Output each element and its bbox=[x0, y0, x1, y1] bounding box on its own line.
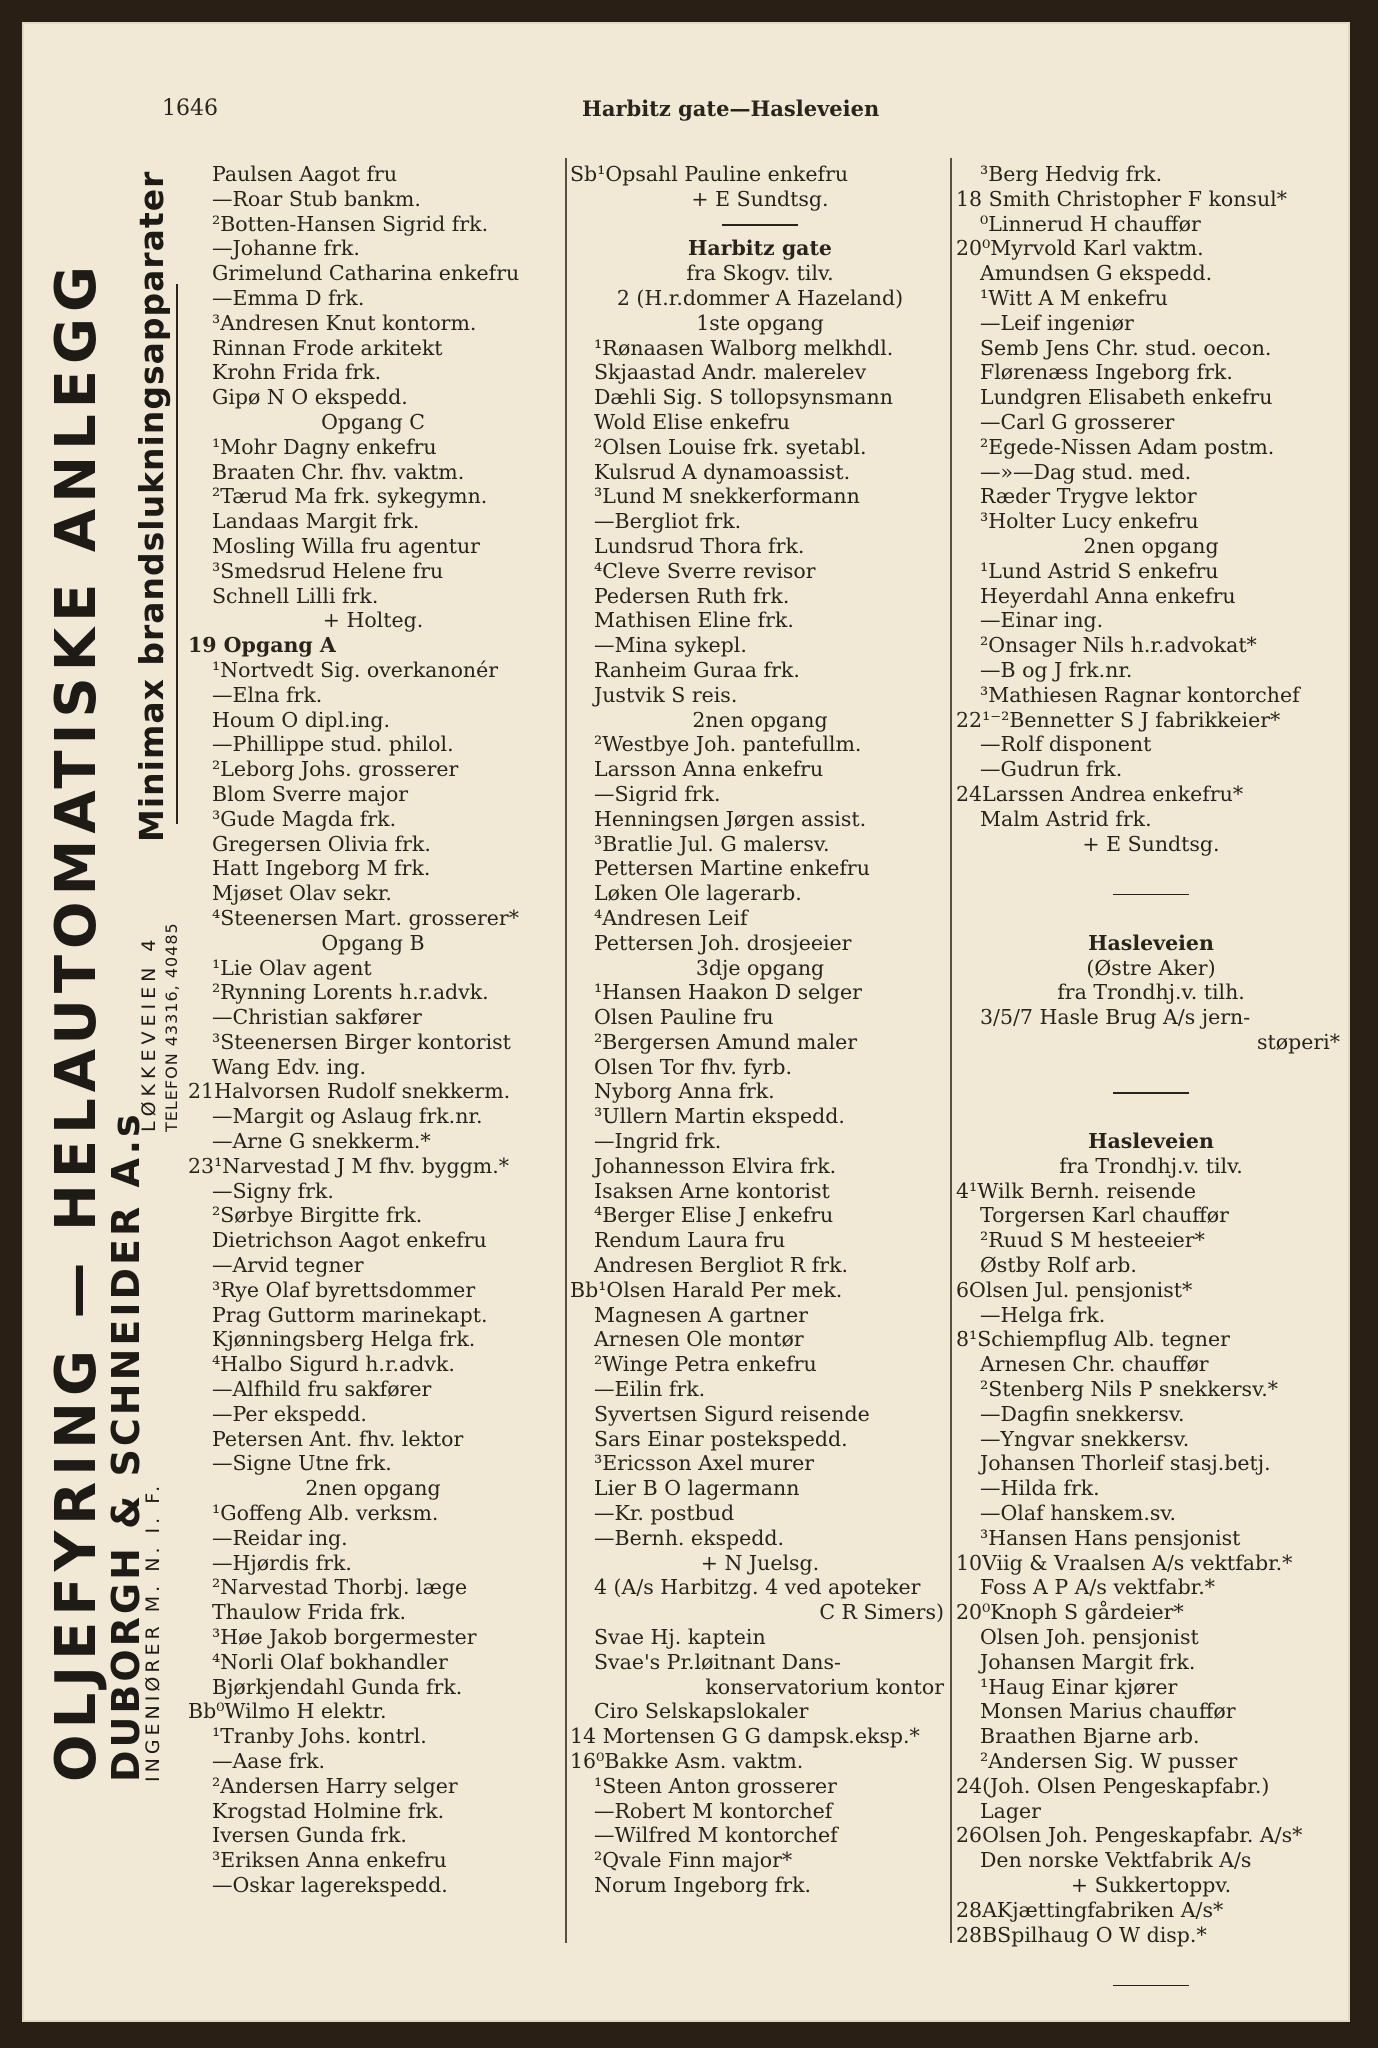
listing-line: —Helga frk. bbox=[980, 1302, 1106, 1327]
listing-line: Petersen Ant. fhv. lektor bbox=[212, 1426, 464, 1451]
listing-line: Pedersen Ruth frk. bbox=[594, 583, 790, 608]
listing-line: ²Ruud S M hesteeier* bbox=[980, 1228, 1205, 1253]
listing-line: Houm O dipl.ing. bbox=[212, 707, 390, 732]
listing-line: Andresen Bergliot R frk. bbox=[594, 1253, 849, 1278]
listing-line: ²Tærud Ma frk. sykegymn. bbox=[212, 484, 488, 509]
listing-line: Nyborg Anna frk. bbox=[594, 1079, 775, 1104]
listing-line: 2 (H.r.dommer A Hazeland) bbox=[616, 285, 904, 310]
column-divider bbox=[565, 158, 567, 1943]
listing-line: Larsson Anna enkefru bbox=[594, 757, 824, 782]
listing-line: ¹Goffeng Alb. verksm. bbox=[212, 1501, 439, 1526]
listing-line: 10Viig & Vraalsen A/s vektfabr.* bbox=[956, 1550, 1293, 1575]
listing-line: Torgersen Karl chauffør bbox=[980, 1203, 1229, 1228]
ad-address: LØKKEVEIEN 4 bbox=[138, 934, 160, 1132]
listing-line: ²Sørbye Birgitte frk. bbox=[212, 1203, 423, 1228]
listing-line: 8¹Schiempflug Alb. tegner bbox=[956, 1327, 1230, 1352]
listing-line: Lundsrud Thora frk. bbox=[594, 533, 805, 558]
listing-line: —Dagfin snekkersv. bbox=[980, 1401, 1185, 1426]
listing-line: Norum Ingeborg frk. bbox=[594, 1872, 812, 1897]
blank-line bbox=[956, 1104, 1346, 1129]
listing-line: Svae Hj. kaptein bbox=[594, 1625, 766, 1650]
listing-line: 16⁰Bakke Asm. vaktm. bbox=[570, 1749, 804, 1773]
listing-line: —Phillippe stud. philol. bbox=[212, 732, 454, 757]
listing-line: Dietrichson Aagot enkefru bbox=[212, 1228, 487, 1253]
listing-line: —Aase frk. bbox=[212, 1749, 326, 1773]
listing-line: —Hjørdis frk. bbox=[212, 1550, 352, 1575]
column-divider bbox=[950, 158, 952, 1943]
listing-line: —Ingrid frk. bbox=[594, 1129, 722, 1154]
ad-company-name: DUBORGH & SCHNEIDER A.s bbox=[104, 1111, 148, 1782]
listing-line: 19 Opgang A bbox=[188, 633, 336, 658]
listing-line: Malm Astrid frk. bbox=[980, 806, 1152, 831]
listing-line: Skjaastad Andr. malerelev bbox=[594, 360, 867, 385]
ad-engineers: INGENIØRER M. N. I. F. bbox=[142, 1481, 164, 1782]
listing-line: Mosling Willa fru agentur bbox=[212, 533, 480, 558]
listing-line: ³Holter Lucy enkefru bbox=[980, 509, 1199, 534]
blank-line bbox=[956, 856, 1346, 881]
listing-line: Pettersen Martine enkefru bbox=[594, 856, 870, 881]
listing-line: 21Halvorsen Rudolf snekkerm. bbox=[188, 1079, 511, 1104]
listing-line: 3/5/7 Hasle Brug A/s jern- bbox=[980, 1005, 1251, 1030]
listing-line: —Kr. postbud bbox=[594, 1501, 735, 1526]
listing-line: ³Smedsrud Helene fru bbox=[212, 558, 444, 583]
listing-line: ²Andersen Sig. W pusser bbox=[980, 1749, 1238, 1773]
listing-line: ¹Tranby Johs. kontrl. bbox=[212, 1724, 427, 1749]
listing-line: ¹Hansen Haakon D selger bbox=[594, 980, 862, 1005]
listing-line: 1ste opgang bbox=[696, 310, 824, 335]
listing-line: Magnesen A gartner bbox=[594, 1302, 808, 1327]
section-divider bbox=[956, 1079, 1346, 1104]
listing-line: Ræder Trygve lektor bbox=[980, 484, 1197, 509]
listing-line: 3dje opgang bbox=[695, 955, 825, 980]
directory-page bbox=[22, 22, 1350, 2022]
listing-line: Pettersen Joh. drosjeeier bbox=[594, 930, 852, 955]
listing-line: Gipø N O ekspedd. bbox=[212, 385, 408, 410]
listing-line: + Holteg. bbox=[322, 608, 424, 633]
listing-line: 24(Joh. Olsen Pengeskapfabr.) bbox=[956, 1773, 1270, 1798]
listing-line: ³Andresen Knut kontorm. bbox=[212, 310, 477, 335]
listing-line: Braaten Chr. fhv. vaktm. bbox=[212, 459, 465, 484]
listing-line: Sb¹Opsahl Pauline enkefru bbox=[570, 162, 849, 186]
listing-line: —Signy frk. bbox=[212, 1178, 334, 1203]
listing-line: —Signe Utne frk. bbox=[212, 1451, 392, 1476]
listing-line: Henningsen Jørgen assist. bbox=[594, 806, 867, 831]
listing-line: ²Westbye Joh. pantefullm. bbox=[594, 732, 862, 757]
listing-line: ²Winge Petra enkefru bbox=[594, 1352, 817, 1377]
page-number: 1646 bbox=[162, 96, 218, 121]
listing-line: ²Bergersen Amund maler bbox=[594, 1029, 858, 1054]
listing-line: Ciro Selskapslokaler bbox=[594, 1699, 809, 1724]
listing-line: Den norske Vektfabrik A/s bbox=[980, 1848, 1252, 1873]
listing-line: + Sukkertoppv. bbox=[1070, 1872, 1232, 1897]
listing-line: (Østre Aker) bbox=[1086, 955, 1216, 980]
listing-column-1 bbox=[188, 162, 558, 1898]
listing-line: —Olaf hanskem.sv. bbox=[980, 1501, 1177, 1526]
listing-line: —B og J frk.nr. bbox=[980, 657, 1133, 682]
listing-line: ⁴Norli Olaf bokhandler bbox=[212, 1649, 448, 1674]
listing-line: ³Rye Olaf byrettsdommer bbox=[212, 1277, 476, 1302]
listing-line: ³Ericsson Axel murer bbox=[594, 1451, 815, 1476]
section-divider bbox=[956, 881, 1346, 906]
listing-line: Opgang B bbox=[321, 930, 425, 955]
listing-line: Mjøset Olav sekr. bbox=[212, 881, 392, 906]
page-title: Harbitz gate—Hasleveien bbox=[582, 96, 880, 121]
listing-line: Arnesen Ole montør bbox=[594, 1327, 804, 1352]
listing-line: Arnesen Chr. chauffør bbox=[980, 1352, 1209, 1377]
listing-line: 2nen opgang bbox=[1083, 533, 1219, 558]
listing-line: fra Trondhj.v. tilh. bbox=[1057, 980, 1245, 1005]
listing-line: Blom Sverre major bbox=[212, 781, 409, 806]
listing-line: ⁴Halbo Sigurd h.r.advk. bbox=[212, 1352, 455, 1377]
listing-line: Bb¹Olsen Harald Per mek. bbox=[570, 1277, 843, 1302]
listing-line: ³Mathiesen Ragnar kontorchef bbox=[980, 682, 1300, 707]
listing-line: Kjønningsberg Helga frk. bbox=[212, 1327, 476, 1352]
listing-line: Hatt Ingeborg M frk. bbox=[212, 856, 431, 881]
listing-line: 22¹⁻²Bennetter S J fabrikkeier* bbox=[956, 707, 1281, 732]
listing-line: Løken Ole lagerarb. bbox=[594, 881, 802, 906]
listing-line: Wold Elise enkefru bbox=[594, 409, 790, 434]
listing-line: Braathen Bjarne arb. bbox=[980, 1724, 1200, 1749]
listing-line: Harbitz gate bbox=[688, 236, 832, 261]
listing-line: Flørenæss Ingeborg frk. bbox=[980, 360, 1233, 385]
listing-line: Lager bbox=[980, 1798, 1041, 1823]
listing-line: ²Rynning Lorents h.r.advk. bbox=[212, 980, 489, 1005]
listing-line: Olsen Joh. pensjonist bbox=[980, 1625, 1199, 1650]
listing-line: Kulsrud A dynamoassist. bbox=[594, 459, 851, 484]
listing-line: + E Sundtsg. bbox=[691, 186, 829, 211]
listing-line: + N Juelsg. bbox=[700, 1550, 820, 1575]
listing-line: Sars Einar postekspedd. bbox=[594, 1426, 848, 1451]
listing-line: Prag Guttorm marinekapt. bbox=[212, 1302, 488, 1327]
listing-line: ²Stenberg Nils P snekkersv.* bbox=[980, 1377, 1278, 1402]
listing-line: ³Hansen Hans pensjonist bbox=[980, 1525, 1241, 1550]
listing-line: —Carl G grosserer bbox=[980, 409, 1175, 434]
listing-line: ²Leborg Johs. grosserer bbox=[212, 757, 459, 782]
listing-line: fra Trondhj.v. tilv. bbox=[1059, 1153, 1243, 1178]
listing-line: Gregersen Olivia frk. bbox=[212, 831, 431, 856]
listing-line: —Einar ing. bbox=[980, 608, 1104, 633]
listing-line: Johansen Thorleif stasj.betj. bbox=[980, 1451, 1271, 1476]
listing-line: + E Sundtsg. bbox=[1082, 831, 1220, 856]
listing-line: ³Steenersen Birger kontorist bbox=[212, 1029, 511, 1054]
listing-line: 4 (A/s Harbitzg. 4 ved apoteker bbox=[594, 1575, 921, 1600]
listing-line: —Arvid tegner bbox=[212, 1253, 364, 1278]
listing-line: ²Egede-Nissen Adam postm. bbox=[980, 434, 1275, 459]
listing-line: ²Olsen Louise frk. syetabl. bbox=[594, 434, 867, 459]
listing-line: Syvertsen Sigurd reisende bbox=[594, 1401, 870, 1426]
section-divider bbox=[956, 1972, 1346, 1997]
listing-line: Bb⁰Wilmo H elektr. bbox=[188, 1699, 387, 1724]
listing-line: ²Narvestad Thorbj. læge bbox=[212, 1575, 468, 1600]
listing-line: Dæhli Sig. S tollopsynsmann bbox=[594, 385, 893, 410]
listing-line: Grimelund Catharina enkefru bbox=[212, 261, 520, 286]
blank-line bbox=[956, 1055, 1346, 1080]
listing-line: —Wilfred M kontorchef bbox=[594, 1823, 838, 1848]
listing-line: Bjørkjendahl Gunda frk. bbox=[212, 1674, 463, 1699]
listing-line: ⁴Steenersen Mart. grosserer* bbox=[212, 905, 519, 930]
listing-line: —Reidar ing. bbox=[212, 1525, 348, 1550]
listing-line: —Sigrid frk. bbox=[594, 781, 721, 806]
listing-line: Hasleveien bbox=[1088, 930, 1214, 955]
listing-line: Heyerdahl Anna enkefru bbox=[980, 583, 1236, 608]
listing-line: ²Qvale Finn major* bbox=[594, 1848, 793, 1873]
listing-line: 26Olsen Joh. Pengeskapfabr. A/s* bbox=[956, 1823, 1303, 1848]
listing-line: ¹Mohr Dagny enkefru bbox=[212, 434, 437, 459]
listing-line: ²Botten-Hansen Sigrid frk. bbox=[212, 211, 489, 236]
listing-line: 23¹Narvestad J M fhv. byggm.* bbox=[188, 1153, 509, 1178]
listing-line: ³Bratlie Jul. G malersv. bbox=[594, 831, 830, 856]
listing-line: ¹Rønaasen Walborg melkhdl. bbox=[594, 335, 894, 360]
listing-line: ¹Lund Astrid S enkefru bbox=[980, 558, 1219, 583]
ad-headline: OLJEFYRING — HELAUTOMATISKE ANLEGG bbox=[44, 260, 109, 1782]
listing-line: Lier B O lagermann bbox=[594, 1476, 800, 1501]
listing-line: C R Simers) bbox=[819, 1600, 944, 1625]
listing-line: —Johanne frk. bbox=[212, 236, 360, 261]
listing-line: konservatorium kontor bbox=[705, 1674, 944, 1699]
listing-line: —»—Dag stud. med. bbox=[980, 459, 1192, 484]
listing-line: Mathisen Eline frk. bbox=[594, 608, 794, 633]
listing-line: Johannesson Elvira frk. bbox=[594, 1153, 837, 1178]
listing-line: —Arne G snekkerm.* bbox=[212, 1129, 431, 1154]
listing-line: Lundgren Elisabeth enkefru bbox=[980, 385, 1273, 410]
listing-line: —Emma D frk. bbox=[212, 285, 365, 310]
listing-line: 2nen opgang bbox=[692, 707, 828, 732]
listing-line: Olsen Pauline fru bbox=[594, 1005, 774, 1030]
listing-line: ¹Haug Einar kjører bbox=[980, 1674, 1178, 1699]
listing-line: Iversen Gunda frk. bbox=[212, 1823, 407, 1848]
listing-line: ¹Lie Olav agent bbox=[212, 955, 372, 980]
listing-line: 4¹Wilk Bernh. reisende bbox=[956, 1178, 1197, 1203]
listing-line: —Roar Stub bankm. bbox=[212, 186, 421, 211]
listing-line: Hasleveien bbox=[1088, 1129, 1214, 1154]
listing-line: —Bergliot frk. bbox=[594, 509, 742, 534]
listing-line: 28BSpilhaug O W disp.* bbox=[956, 1922, 1207, 1947]
listing-line: ³Gude Magda frk. bbox=[212, 806, 397, 831]
listing-line: —Alfhild fru sakfører bbox=[212, 1377, 432, 1402]
listing-line: —Per ekspedd. bbox=[212, 1401, 367, 1426]
listing-line: ³Berg Hedvig frk. bbox=[980, 162, 1163, 186]
listing-line: —Eilin frk. bbox=[594, 1377, 706, 1402]
listing-line: 20⁰Knoph S gårdeier* bbox=[956, 1600, 1184, 1625]
listing-line: Johansen Margit frk. bbox=[980, 1649, 1196, 1674]
listing-line: ¹Witt A M enkefru bbox=[980, 285, 1168, 310]
listing-line: Ranheim Guraa frk. bbox=[594, 657, 800, 682]
listing-line: Krohn Frida frk. bbox=[212, 360, 382, 385]
listing-line: 6Olsen Jul. pensjonist* bbox=[956, 1277, 1193, 1302]
listing-line: ⁴Andresen Leif bbox=[594, 905, 748, 930]
ad-divider bbox=[176, 284, 178, 824]
listing-line: Landaas Margit frk. bbox=[212, 509, 420, 534]
listing-line: ⁰Linnerud H chauffør bbox=[980, 211, 1201, 236]
listing-line: Wang Edv. ing. bbox=[212, 1054, 367, 1079]
ad-product: Minimax brandslukningsapparater bbox=[132, 170, 171, 842]
listing-line: støperi* bbox=[1257, 1029, 1340, 1054]
advertisement-sidebar bbox=[22, 22, 181, 2022]
listing-line: Olsen Tor fhv. fyrb. bbox=[594, 1054, 793, 1079]
listing-line: ³Eriksen Anna enkefru bbox=[212, 1848, 447, 1873]
blank-line bbox=[956, 906, 1346, 931]
listing-line: Thaulow Frida frk. bbox=[212, 1600, 407, 1625]
listing-line: —Margit og Aslaug frk.nr. bbox=[212, 1104, 483, 1129]
listing-line: 24Larssen Andrea enkefru* bbox=[956, 781, 1244, 806]
listing-line: Foss A P A/s vektfabr.* bbox=[980, 1575, 1215, 1600]
listing-line: Semb Jens Chr. stud. oecon. bbox=[980, 335, 1272, 360]
listing-line: Monsen Marius chauffør bbox=[980, 1699, 1236, 1724]
listing-line: —Gudrun frk. bbox=[980, 757, 1123, 782]
listing-line: Rendum Laura fru bbox=[594, 1228, 786, 1253]
listing-line: 28AKjættingfabriken A/s* bbox=[956, 1897, 1224, 1922]
listing-line: —Bernh. ekspedd. bbox=[594, 1525, 785, 1550]
listing-line: —Rolf disponent bbox=[980, 732, 1152, 757]
listing-line: ¹Nortvedt Sig. overkanonér bbox=[212, 657, 499, 682]
listing-line: —Oskar lagerekspedd. bbox=[212, 1872, 448, 1897]
section-divider bbox=[570, 212, 950, 237]
listing-line: —Elna frk. bbox=[212, 682, 323, 707]
listing-line: ³Høe Jakob borgermester bbox=[212, 1625, 477, 1650]
listing-line: —Robert M kontorchef bbox=[594, 1798, 833, 1823]
listing-line: Krogstad Holmine frk. bbox=[212, 1798, 445, 1823]
listing-line: ³Ullern Martin ekspedd. bbox=[594, 1104, 845, 1129]
listing-line: Rinnan Frode arkitekt bbox=[212, 335, 443, 360]
listing-line: 18 Smith Christopher F konsul* bbox=[956, 186, 1287, 211]
listing-line: —Yngvar snekkersv. bbox=[980, 1426, 1190, 1451]
listing-line: Amundsen G ekspedd. bbox=[980, 261, 1213, 286]
listing-line: —Christian sakfører bbox=[212, 1005, 422, 1030]
listing-line: ⁴Berger Elise J enkefru bbox=[594, 1203, 834, 1228]
listing-line: Østby Rolf arb. bbox=[980, 1253, 1137, 1278]
listing-line: fra Skogv. tilv. bbox=[686, 261, 834, 286]
listing-line: 2nen opgang bbox=[305, 1476, 441, 1501]
ad-phone: TELEFON 43316, 40485 bbox=[162, 922, 181, 1132]
listing-line: —Leif ingeniør bbox=[980, 310, 1134, 335]
listing-line: 14 Mortensen G G dampsk.eksp.* bbox=[570, 1724, 920, 1749]
listing-line: Opgang C bbox=[321, 409, 425, 434]
listing-column-2 bbox=[570, 162, 950, 1898]
listing-column-3 bbox=[956, 162, 1346, 1997]
listing-line: Isaksen Arne kontorist bbox=[594, 1178, 830, 1203]
blank-line bbox=[956, 1947, 1346, 1972]
listing-line: ²Onsager Nils h.r.advokat* bbox=[980, 633, 1257, 658]
listing-line: ²Andersen Harry selger bbox=[212, 1773, 458, 1798]
listing-line: Paulsen Aagot fru bbox=[212, 162, 398, 186]
listing-line: Schnell Lilli frk. bbox=[212, 583, 379, 608]
listing-line: Svae's Pr.løitnant Dans- bbox=[594, 1649, 841, 1674]
listing-line: —Mina sykepl. bbox=[594, 633, 747, 658]
listing-line: —Hilda frk. bbox=[980, 1476, 1100, 1501]
listing-line: 20⁰Myrvold Karl vaktm. bbox=[956, 236, 1204, 261]
listing-line: ³Lund M snekkerformann bbox=[594, 484, 860, 509]
listing-line: ¹Steen Anton grosserer bbox=[594, 1773, 837, 1798]
listing-line: Justvik S reis. bbox=[594, 682, 738, 707]
listing-line: ⁴Cleve Sverre revisor bbox=[594, 558, 816, 583]
